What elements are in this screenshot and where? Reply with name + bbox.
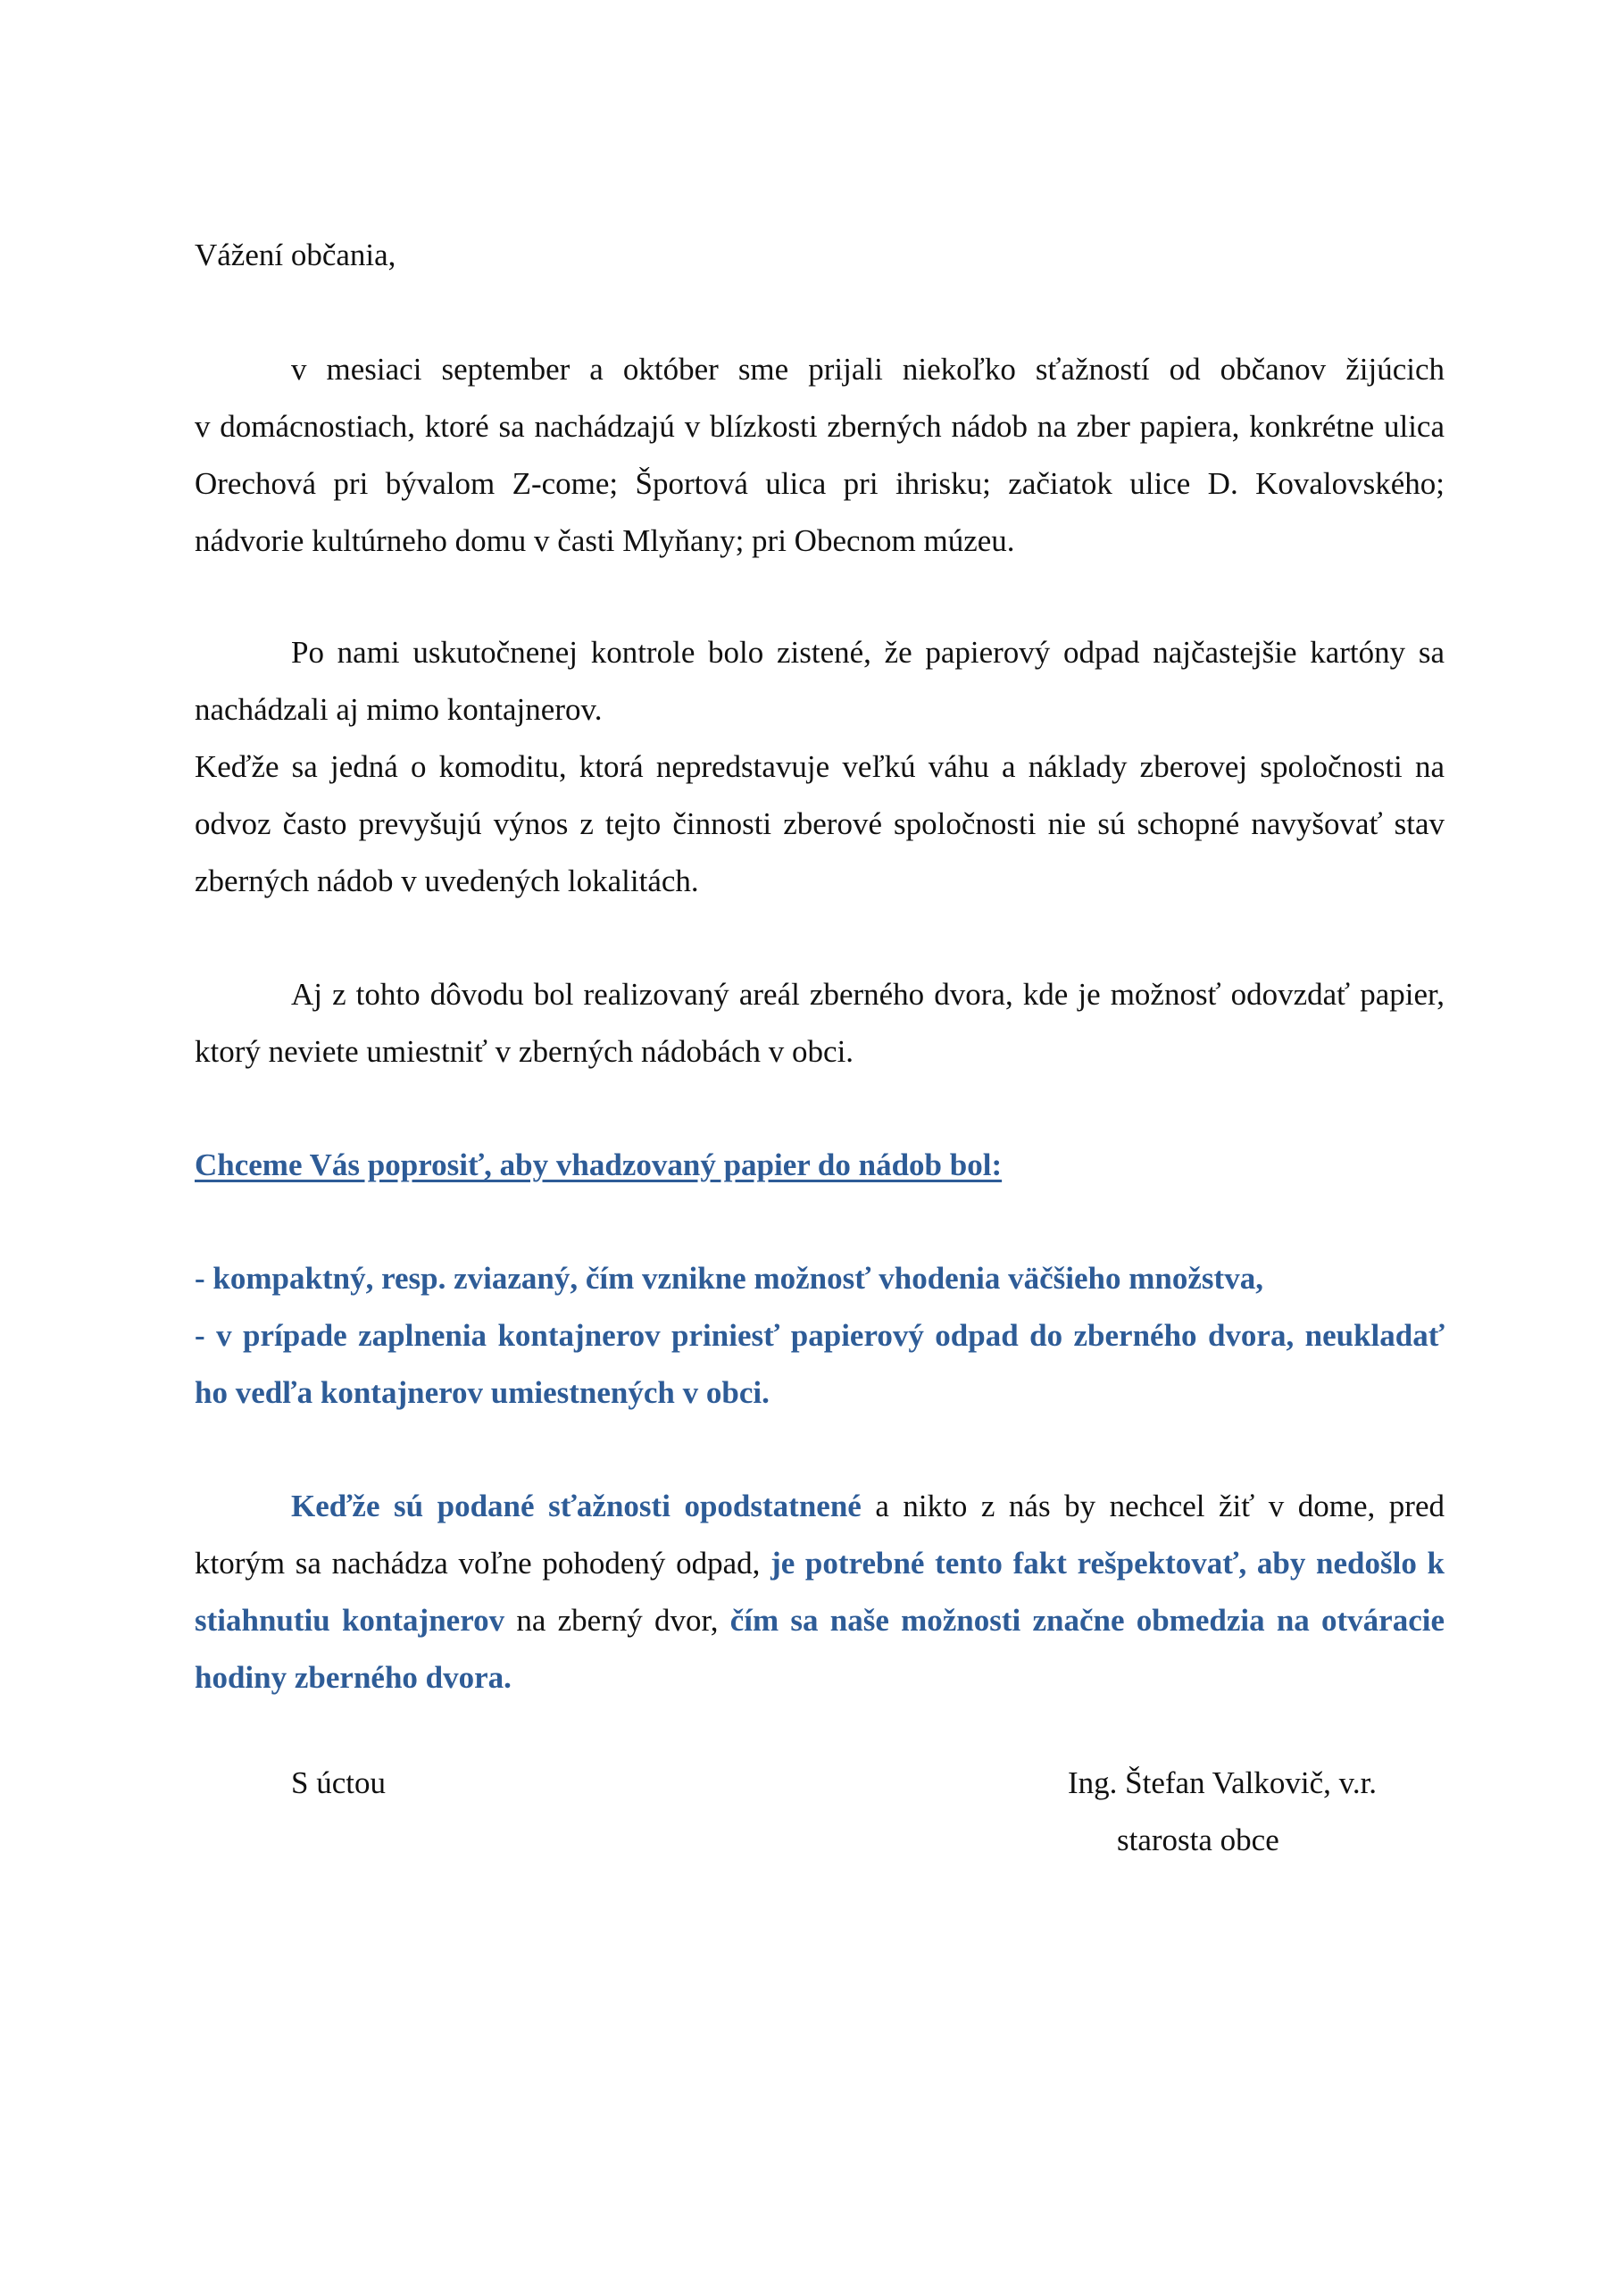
paragraph-appeal: [195, 1478, 1445, 1706]
paragraph-complaints-rest: v domácnostiach, ktoré sa nachádzajú v blízkosti zberných nádob na zber papiera, konkrétne ulica Orechová pri bývalom Z-come; Športová ulica pri ihrisku; začiatok ulice D. Kovalovského; nádvorie kultúrneho domu v časti Mlyňany; pri Obecnom múzeu.: [195, 409, 1445, 558]
appeal-text-2: na zberný dvor,: [504, 1603, 730, 1638]
signature-title: starosta obce: [1117, 1823, 1279, 1857]
request-heading-text: Chceme Vás poprosiť, aby vhadzovaný papier do nádob bol:: [195, 1147, 1003, 1182]
request-list: [195, 1250, 1445, 1422]
paragraph-collection-yard: [195, 966, 1445, 1080]
list-item: - v prípade zaplnenia kontajnerov priniesť papierový odpad do zberného dvora, neukladať ho vedľa kontajnerov umiestnených v obci.: [195, 1318, 1445, 1410]
appeal-text-1: a nikto z nás by nechcel žiť v dome, pred ktorým sa nachádza voľne pohodený odpad,: [195, 1489, 1445, 1581]
signature-name: Ing. Štefan Valkovič, v.r.: [1068, 1765, 1378, 1800]
paragraph-complaints: [195, 341, 1445, 570]
appeal-emphasis-1: Keďže sú podané sťažnosti opodstatnené: [291, 1489, 862, 1523]
greeting-text: Vážení občania,: [195, 238, 396, 272]
paragraph-inspection: [195, 624, 1445, 910]
appeal-emphasis-3: čím sa naše možnosti značne obmedzia na otváracie hodiny zberného dvora.: [195, 1603, 1445, 1695]
request-heading: [195, 1137, 1445, 1194]
paragraph-appeal-text: [195, 1478, 1445, 1706]
paragraph-complaints-line1: v mesiaci september a október sme prijali niekoľko sťažností od občanov žijúcich: [291, 352, 1445, 387]
greeting: [195, 227, 1445, 284]
closing: S úctou: [291, 1765, 386, 1800]
paragraph-collection-yard-text: Aj z tohto dôvodu bol realizovaný areál zberného dvora, kde je možnosť odovzdať papier, ktorý neviete umiestniť v zberných nádobách v obci.: [195, 977, 1445, 1069]
paragraph-inspection-b: Keďže sa jedná o komoditu, ktorá nepredstavuje veľkú váhu a náklady zberovej spoločnosti na odvoz často prevyšujú výnos z tejto činnosti zberové spoločnosti nie sú schopné navyšovať stav zberných nádob v uvedených lokalitách.: [195, 749, 1445, 898]
list-item: - kompaktný, resp. zviazaný, čím vznikne možnosť vhodenia väčšieho množstva,: [195, 1261, 1263, 1296]
appeal-emphasis-2: je potrebné tento fakt rešpektovať, aby nedošlo k stiahnutiu kontajnerov: [195, 1546, 1445, 1638]
paragraph-inspection-a: Po nami uskutočnenej kontrole bolo zistené, že papierový odpad najčastejšie kartóny sa nachádzali aj mimo kontajnerov.: [195, 635, 1445, 727]
